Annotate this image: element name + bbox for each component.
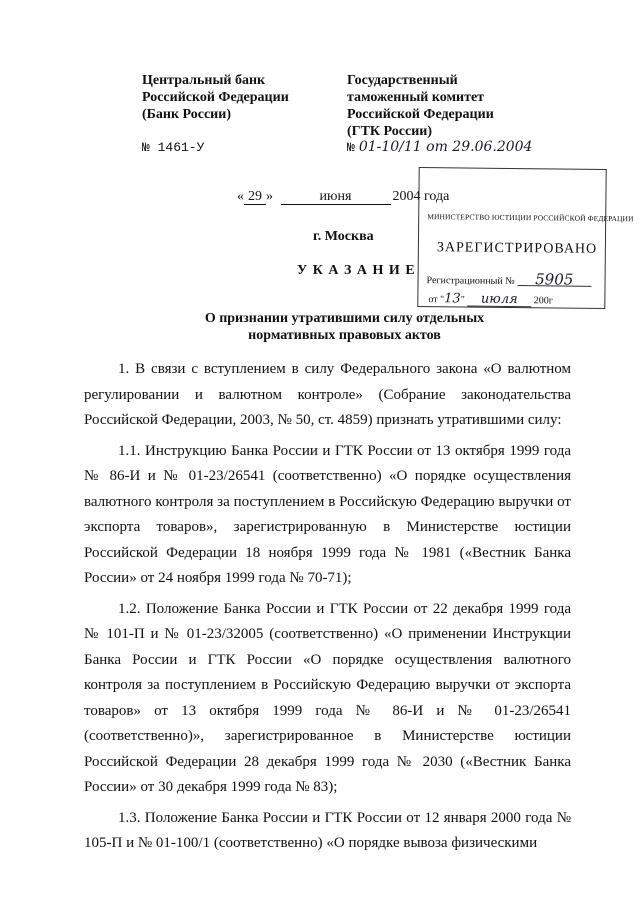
date-year-prefix: 2 xyxy=(392,189,400,204)
org2-name-line3: Российской Федерации xyxy=(347,107,494,122)
org-name-line3: (Банк России) xyxy=(142,107,231,122)
stamp-date-year: 200г xyxy=(533,295,553,307)
right-number-handwritten: 01-10/11 от 29.06.2004 xyxy=(358,139,533,155)
stamp-reg-line xyxy=(426,272,591,288)
paragraph-1-1: 1.1. Инструкцию Банка России и ГТК России от 13 октября 1999 года № 86-И и № 01-23/26541 (соответственно) «О порядке осуществления валютного контроля за поступлением в Российскую Федерацию выручки от экспорта товаров», зарегистрированную в Министерстве юстиции Российской Федерации 18 ноября 1999 года № 1981 («Вестник Банка России» от 24 ноября 1999 года № 70-71); xyxy=(84,442,571,586)
org2-name-line1: Государственный xyxy=(347,73,458,88)
stamp-date-month: июля xyxy=(467,294,531,308)
stamp-date-prefix: от " xyxy=(428,294,445,306)
org-name-line2: Российской Федерации xyxy=(142,90,289,105)
stamp-date-day: 13 xyxy=(444,291,461,307)
document-title xyxy=(84,310,571,344)
stamp-registered: ЗАРЕГИСТРИРОВАНО xyxy=(436,240,598,257)
date-month: июня xyxy=(281,190,391,205)
document-body xyxy=(84,357,571,857)
org-name-line1: Центральный банк xyxy=(142,73,266,88)
registration-stamp xyxy=(417,167,634,309)
org2-name-line4: (ГТК России) xyxy=(347,124,432,139)
title-line1: О признании утратившими силу отдельных xyxy=(204,311,485,326)
header-right xyxy=(347,72,494,140)
left-doc-number: № 1461-У xyxy=(142,140,205,155)
doc-type: У К А З А Н И Е xyxy=(297,263,416,278)
title-line2: нормативных правовых актов xyxy=(248,328,441,343)
paragraph-1-2: 1.2. Положение Банка России и ГТК России от 22 декабря 1999 года № 101-П и № 01-23/32005 (соответственно) «О применении Инструкции Банка России и ГТК России «О порядке осуществления валютного контроля за поступлением в Российскую Федерацию выручки от экспорта товаров» от 13 октября 1999 года № 86-И и № 01-23/26541 (соответственно)», зарегистрированное в Министерстве юстиции Российской Федерации 28 декабря 1999 года № 2030 («Вестник Банка России» от 30 декабря 1999 года № 83); xyxy=(84,600,571,795)
city: г. Москва xyxy=(313,229,374,244)
date-open-quote: « xyxy=(237,189,244,204)
header-left xyxy=(142,72,289,123)
date-close-quote: » xyxy=(266,189,273,204)
stamp-reg-label: Регистрационный № xyxy=(426,275,515,288)
date-year-rest: 004 года xyxy=(399,189,450,204)
paragraph-1: 1. В связи с вступлением в силу Федерального закона «О валютном регулировании и валютном контроле» (Собрание законодательства Российской Федерации, 2003, № 50, ст. 4859) признать утратившими силу: xyxy=(84,361,571,428)
stamp-ministry: МИНИСТЕРСТВО ЮСТИЦИИ РОССИЙСКОЙ ФЕДЕРАЦИИ xyxy=(427,212,634,224)
paragraph-1-3: 1.3. Положение Банка России и ГТК России от 12 января 2000 года № 105-П и № 01-100/1 (соответственно) «О порядке вывоза физическими xyxy=(84,809,571,851)
org2-name-line2: таможенный комитет xyxy=(347,90,485,105)
stamp-reg-number: 5905 xyxy=(517,273,591,287)
date-day: 29 xyxy=(244,190,266,205)
stamp-date-line: от "13" июля 200г xyxy=(428,291,553,308)
right-doc-number xyxy=(347,138,532,156)
right-number-prefix: № xyxy=(347,140,355,155)
